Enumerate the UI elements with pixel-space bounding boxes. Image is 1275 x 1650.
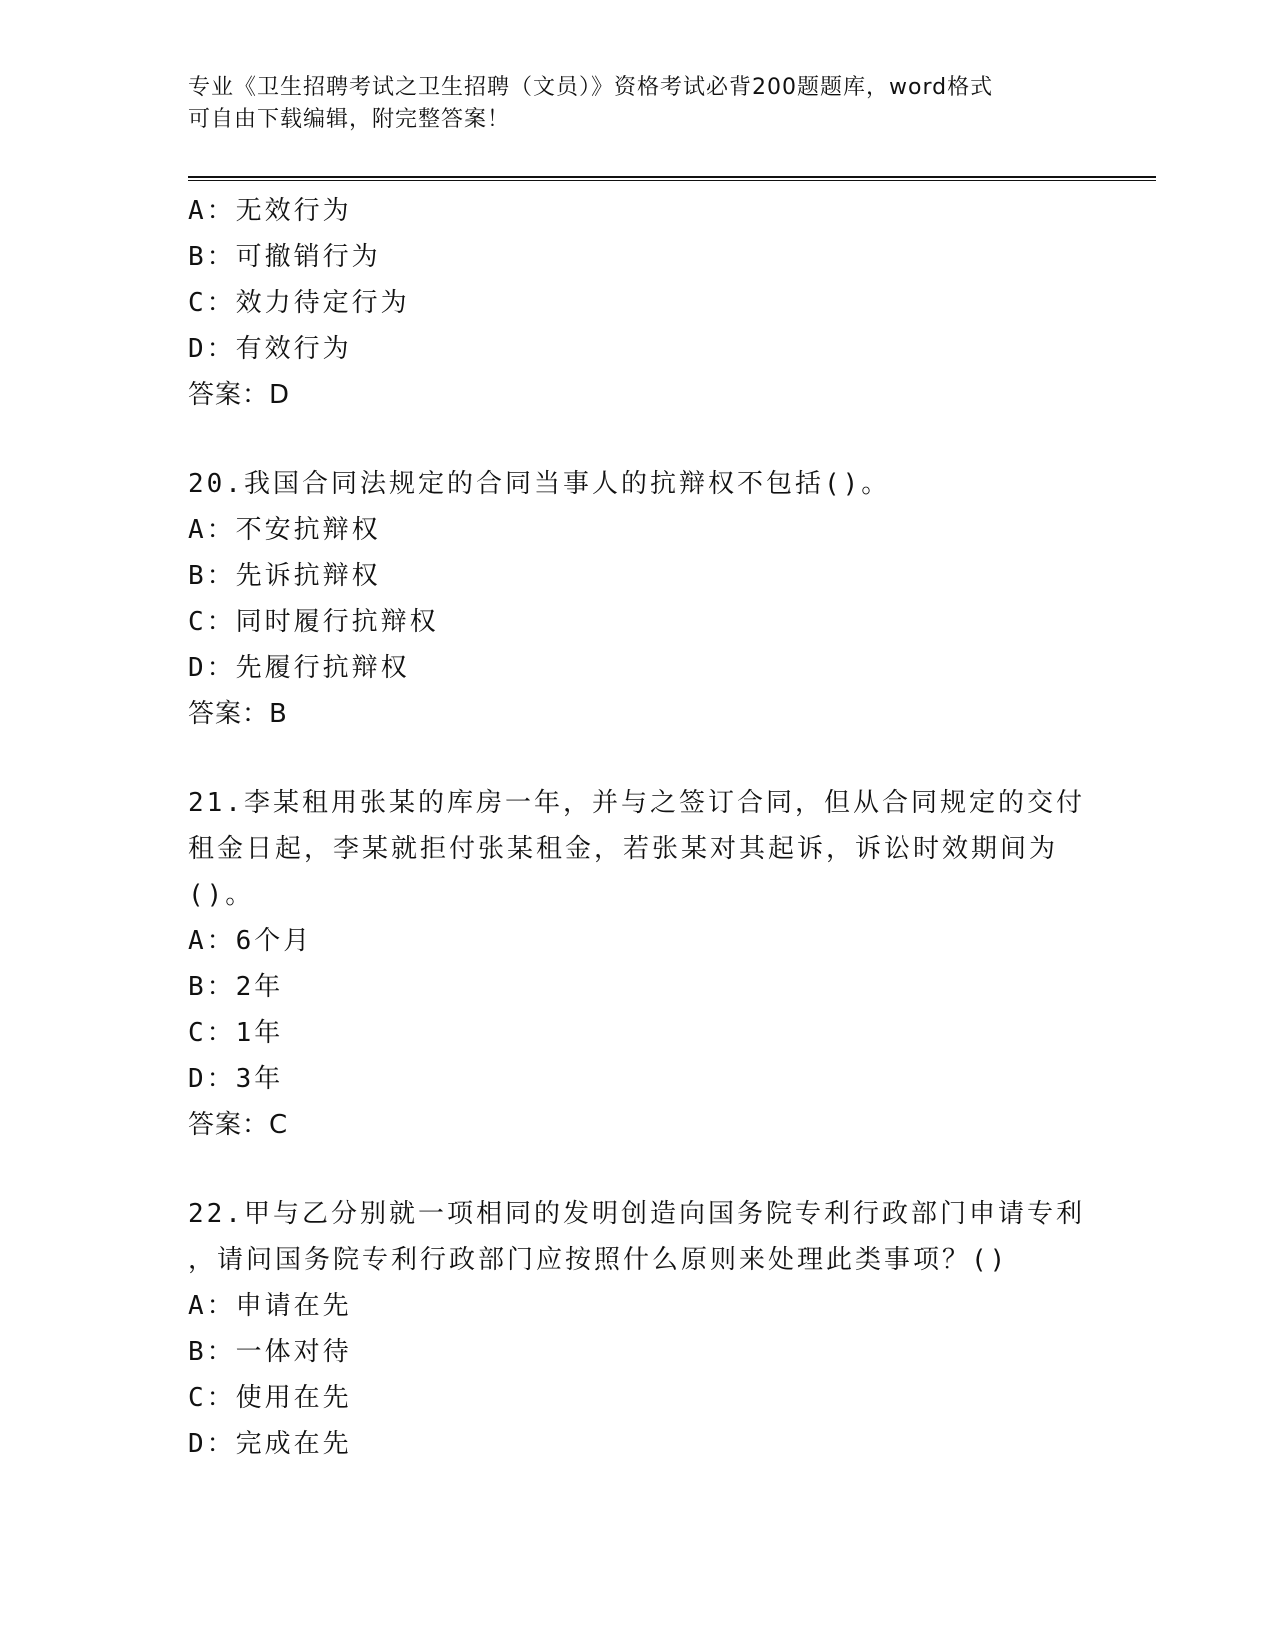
question-20 — [188, 461, 1148, 737]
question-list — [188, 188, 1148, 1467]
question-text-line-3: ()。 — [188, 880, 255, 910]
option-b: B：先诉抗辩权 — [188, 561, 381, 591]
answer: 答案：B — [188, 699, 288, 729]
option-b: B：可撤销行为 — [188, 242, 381, 272]
option-c: C：同时履行抗辩权 — [188, 607, 439, 637]
option-a: A：6个月 — [188, 926, 313, 956]
question-22 — [188, 1191, 1148, 1467]
question-text-line-2: ，请问国务院专利行政部门应按照什么原则来处理此类事项？() — [188, 1245, 1009, 1275]
question-19 — [188, 188, 1148, 418]
option-a: A：不安抗辩权 — [188, 515, 381, 545]
option-c: C：使用在先 — [188, 1383, 352, 1413]
question-text-line-1: 21.李某租用张某的库房一年，并与之签订合同，但从合同规定的交付 — [188, 788, 1085, 818]
question-21 — [188, 780, 1148, 1148]
header-line-1: 专业《卫生招聘考试之卫生招聘（文员）》资格考试必背200题题库，word格式 — [188, 75, 994, 100]
question-text: 20.我国合同法规定的合同当事人的抗辩权不包括()。 — [188, 469, 891, 499]
header-line-2: 可自由下载编辑，附完整答案！ — [188, 107, 511, 132]
question-text-line-1: 22.甲与乙分别就一项相同的发明创造向国务院专利行政部门申请专利 — [188, 1199, 1085, 1229]
option-c: C：1年 — [188, 1018, 284, 1048]
option-b: B：一体对待 — [188, 1337, 352, 1367]
document-header — [188, 72, 1068, 136]
option-d: D：先履行抗辩权 — [188, 653, 410, 683]
question-text-line-2: 租金日起，李某就拒付张某租金，若张某对其起诉，诉讼时效期间为 — [188, 834, 1059, 864]
option-a: A：申请在先 — [188, 1291, 352, 1321]
answer: 答案：D — [188, 380, 291, 410]
option-c: C：效力待定行为 — [188, 288, 410, 318]
option-d: D：有效行为 — [188, 334, 352, 364]
option-d: D：完成在先 — [188, 1429, 352, 1459]
option-d: D：3年 — [188, 1064, 284, 1094]
header-divider — [188, 176, 1156, 181]
option-a: A：无效行为 — [188, 196, 352, 226]
option-b: B：2年 — [188, 972, 284, 1002]
answer: 答案：C — [188, 1110, 289, 1140]
